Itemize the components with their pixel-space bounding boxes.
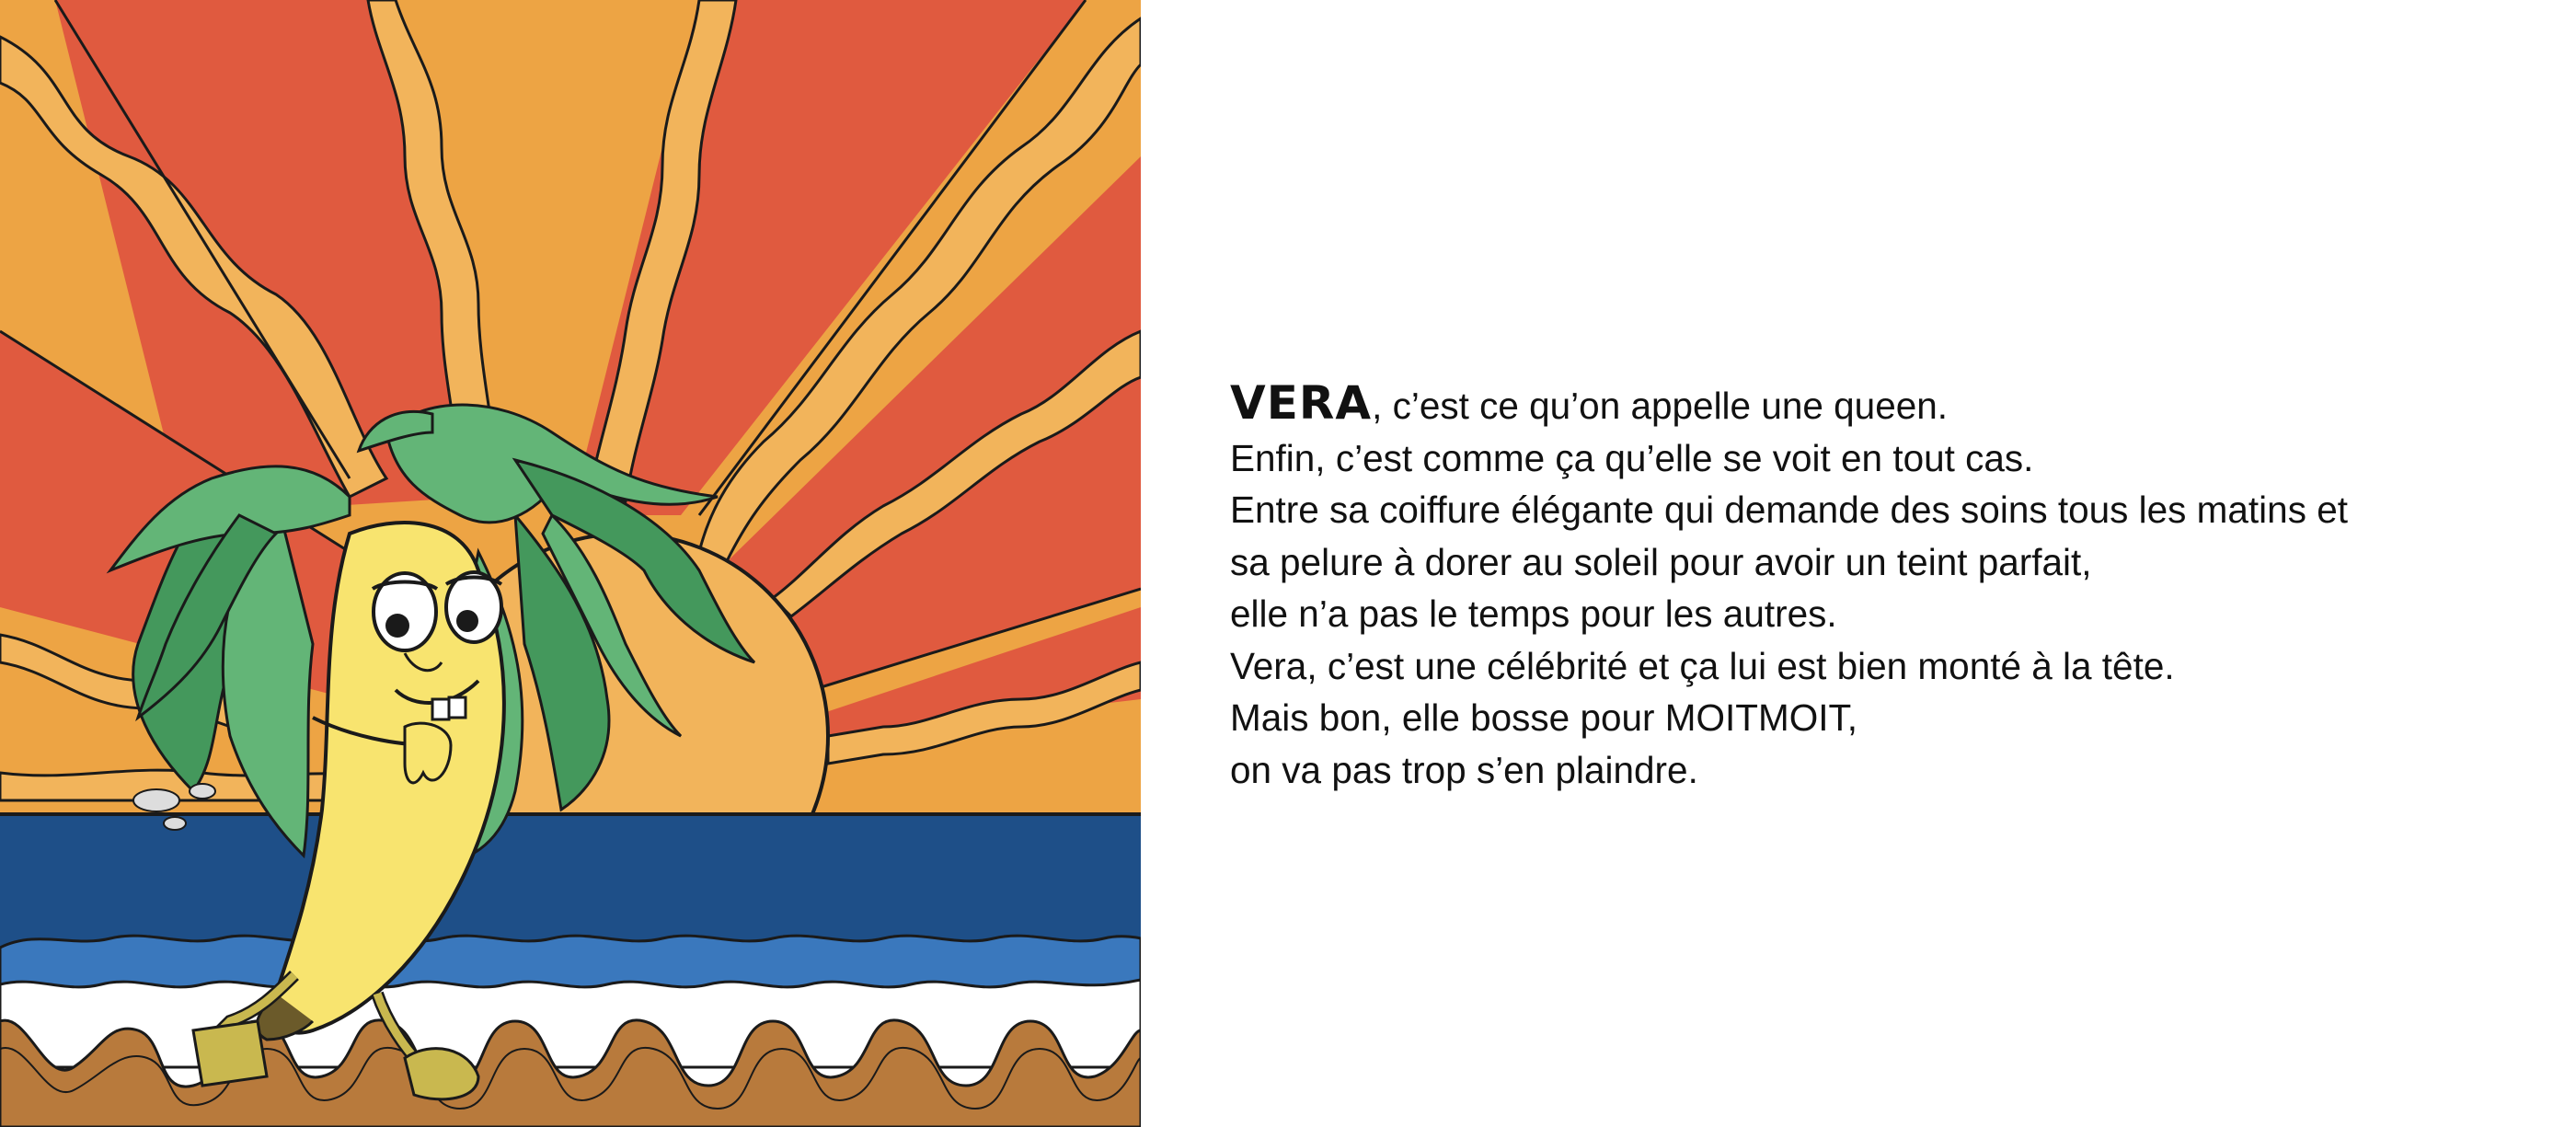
story-line: elle n’a pas le temps pour les autres. bbox=[1230, 592, 1837, 635]
story-line: on va pas trop s’en plaindre. bbox=[1230, 748, 1698, 791]
story-line: sa pelure à dorer au soleil pour avoir un teint parfait, bbox=[1230, 540, 2092, 583]
story-text bbox=[1230, 377, 2536, 796]
story-line: Enfin, c’est comme ça qu’elle se voit en tout cas. bbox=[1230, 436, 2034, 479]
illustration-svg bbox=[0, 0, 1141, 1127]
story-line: Vera, c’est une célébrité et ça lui est bien monté à la tête. bbox=[1230, 644, 2175, 687]
first-line-text: , c’est ce qu’on appelle une queen. bbox=[1372, 385, 1949, 427]
right-eye bbox=[446, 572, 501, 642]
sea-foam bbox=[0, 980, 1141, 1067]
vera-banana-beach-illustration bbox=[0, 0, 1141, 1127]
left-shoe bbox=[193, 1021, 267, 1086]
story-line: Entre sa coiffure élégante qui demande des soins tous les matins et bbox=[1230, 489, 2348, 531]
character-name: VERA bbox=[1230, 376, 1373, 430]
story-line-first bbox=[1230, 377, 2536, 432]
story-line: Mais bon, elle bosse pour MOITMOIT, bbox=[1230, 696, 1857, 739]
vera-hand bbox=[405, 723, 451, 783]
